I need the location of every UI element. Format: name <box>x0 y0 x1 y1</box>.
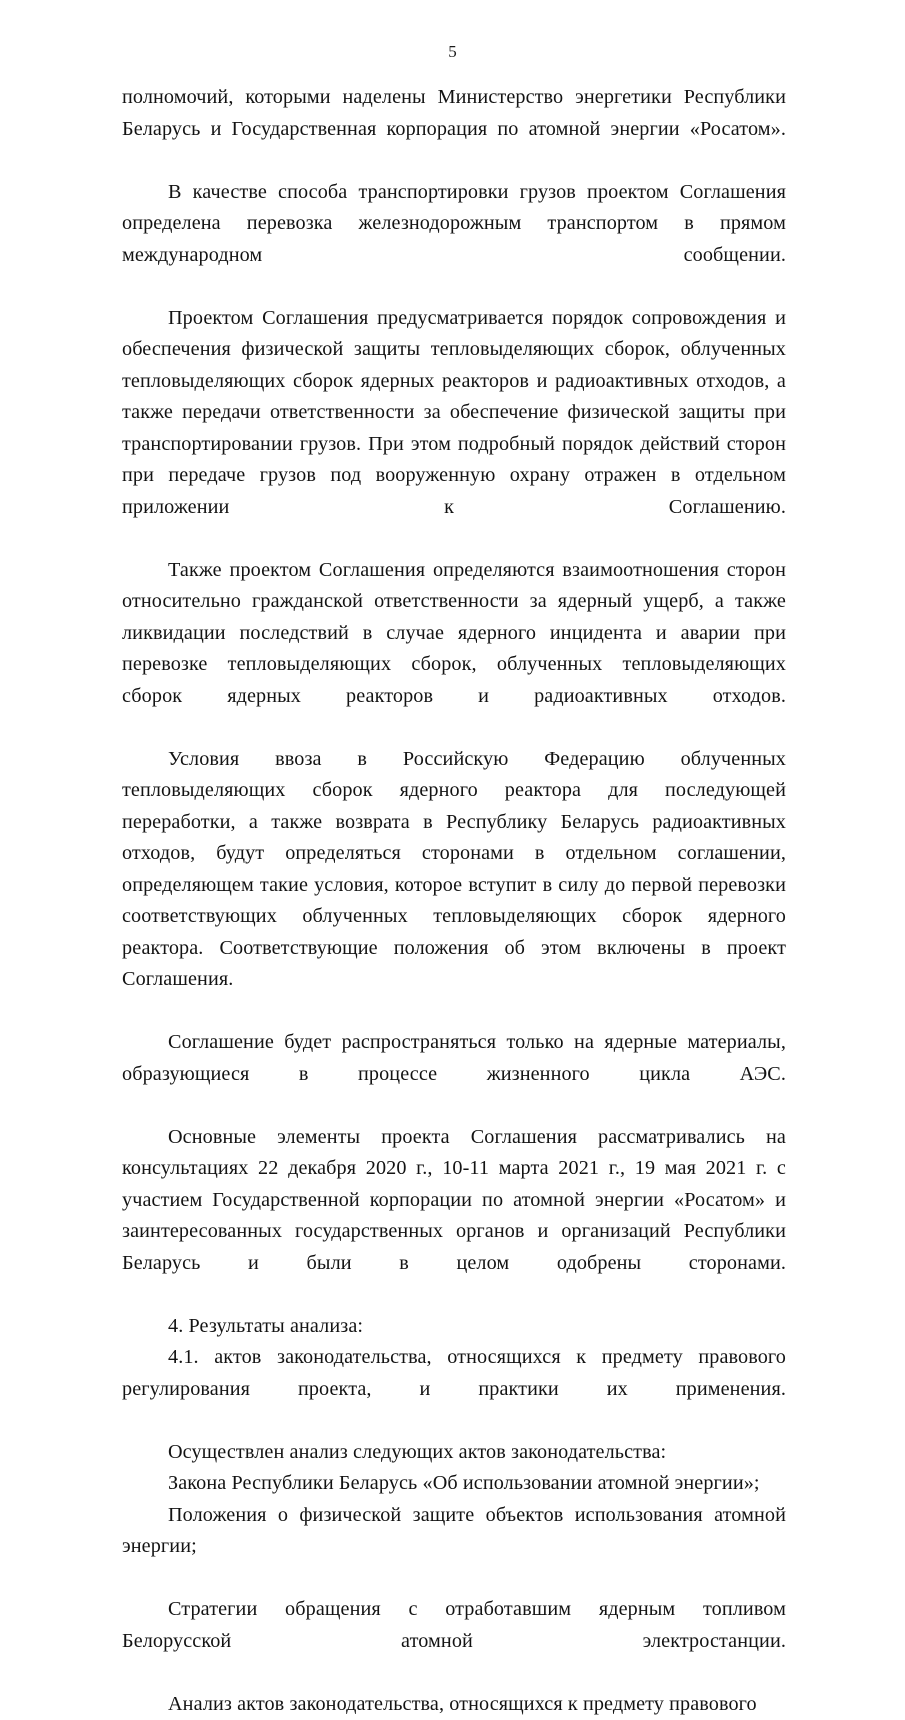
paragraph-11: Закона Республики Беларусь «Об использовании атомной энергии»; <box>122 1468 786 1500</box>
paragraph-13: Стратегии обращения с отработавшим ядерным топливом Белорусской атомной электростанции. <box>122 1594 786 1689</box>
paragraph-2: В качестве способа транспортировки грузов проектом Соглашения определена перевозка железнодорожным транспортом в прямом международном сообщении. <box>122 177 786 303</box>
page-number: 5 <box>0 42 905 62</box>
paragraph-1: полномочий, которыми наделены Министерство энергетики Республики Беларусь и Государственная корпорация по атомной энергии «Росатом». <box>122 82 786 177</box>
paragraph-9: 4.1. актов законодательства, относящихся к предмету правового регулирования проекта, и практики их применения. <box>122 1342 786 1437</box>
paragraph-12: Положения о физической защите объектов использования атомной энергии; <box>122 1500 786 1595</box>
document-body <box>122 82 786 1720</box>
paragraph-10: Осуществлен анализ следующих актов законодательства: <box>122 1437 786 1469</box>
paragraph-4: Также проектом Соглашения определяются взаимоотношения сторон относительно гражданской ответственности за ядерный ущерб, а также ликвидации последствий в случае ядерного инцидента и аварии при перевозке тепловыделяющих сборок, облученных тепловыделяющих сборок ядерных реакторов и радиоактивных отходов. <box>122 555 786 744</box>
paragraph-3: Проектом Соглашения предусматривается порядок сопровождения и обеспечения физической защиты тепловыделяющих сборок, облученных тепловыделяющих сборок ядерных реакторов и радиоактивных отходов, а также передачи ответственности за обеспечение физической защиты при транспортировании грузов. При этом подробный порядок действий сторон при передаче грузов под вооруженную охрану отражен в отдельном приложении к Соглашению. <box>122 303 786 555</box>
paragraph-5: Условия ввоза в Российскую Федерацию облученных тепловыделяющих сборок ядерного реактора для последующей переработки, а также возврата в Республику Беларусь радиоактивных отходов, будут определяться сторонами в отдельном соглашении, определяющем такие условия, которое вступит в силу до первой перевозки соответствующих облученных тепловыделяющих сборок ядерного реактора. Соответствующие положения об этом включены в проект Соглашения. <box>122 744 786 1028</box>
paragraph-7: Основные элементы проекта Соглашения рассматривались на консультациях 22 декабря 2020 г., 10-11 марта 2021 г., 19 мая 2021 г. с участием Государственной корпорации по атомной энергии «Росатом» и заинтересованных государственных органов и организаций Республики Беларусь и были в целом одобрены сторонами. <box>122 1122 786 1311</box>
paragraph-6: Соглашение будет распространяться только на ядерные материалы, образующиеся в процессе жизненного цикла АЭС. <box>122 1027 786 1122</box>
paragraph-8-results-heading: 4. Результаты анализа: <box>122 1311 786 1343</box>
paragraph-14: Анализ актов законодательства, относящихся к предмету правового <box>122 1689 786 1720</box>
